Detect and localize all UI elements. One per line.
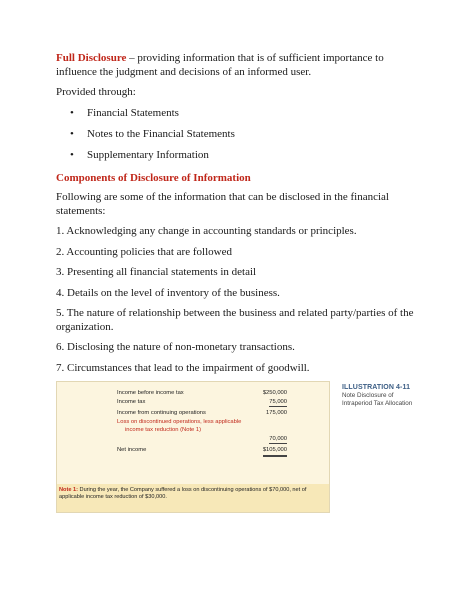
note-paragraph [59,487,329,502]
table-row [117,426,287,435]
table-row [117,435,287,444]
table-row [117,409,287,418]
list-item: 2. Accounting policies that are followed [56,245,232,258]
components-heading: Components of Disclosure of Information [56,171,251,184]
list-item: 6. Disclosing the nature of non-monetary transactions. [56,341,295,353]
illustration-caption-line: Intraperiod Tax Allocation [342,400,413,407]
row-value: 75,000 [269,398,287,408]
illustration-table-panel [56,381,330,486]
list-item: • Financial Statements [56,107,426,120]
row-label: Income before income tax [117,390,184,396]
row-label: Net income [117,447,147,453]
row-value: 70,000 [269,435,287,445]
table-row [117,398,287,407]
provided-through-list [56,107,426,162]
components-intro: Following are some of the information that can be disclosed in the financial statements: [56,191,389,217]
list-item: 3. Presenting all financial statements in detail [56,266,257,278]
table-row [117,446,287,455]
full-disclosure-term: Full Disclosure [56,52,127,64]
row-value: $250,000 [262,390,287,396]
note-label: Note 1: [59,487,78,493]
list-item: 4. Details on the level of inventory of the business. [56,286,280,299]
list-item: • Notes to the Financial Statements [56,128,426,141]
document-body [56,52,426,382]
table-row [117,389,287,398]
illustration-caption-line: Note Disclosure of [342,392,394,399]
full-disclosure-paragraph [56,52,426,79]
full-disclosure-definition: – providing information that is of sufficient importance to influence the judgment and decisions of an informed user. [56,52,384,78]
table-row [117,418,287,427]
provided-through-lead: Provided through: [56,86,136,98]
list-item: 1. Acknowledging any change in accounting standards or principles. [56,225,357,237]
row-value: 175,000 [266,410,287,416]
row-label: income tax reduction (Note 1) [125,427,202,433]
row-label: Income from continuing operations [117,410,206,416]
row-label: Income tax [117,398,146,405]
income-statement-table [117,389,287,455]
list-item: • Supplementary Information [56,149,426,162]
row-value: $105,000 [263,446,287,457]
illustration-caption [342,384,432,408]
list-item: 7. Circumstances that lead to the impairment of goodwill. [56,361,310,374]
illustration-label: ILLUSTRATION 4-11 [342,384,411,391]
row-label: Loss on discontinued operations, less applicable [117,418,242,425]
note-text: During the year, the Company suffered a loss on discontinuing operations of $70,000, net of applicable income tax reduction of $30,000. [59,487,307,501]
list-item: 5. The nature of relationship between the business and related party/parties of the organization. [56,307,414,333]
illustration-note [56,484,330,513]
components-list [56,225,426,375]
